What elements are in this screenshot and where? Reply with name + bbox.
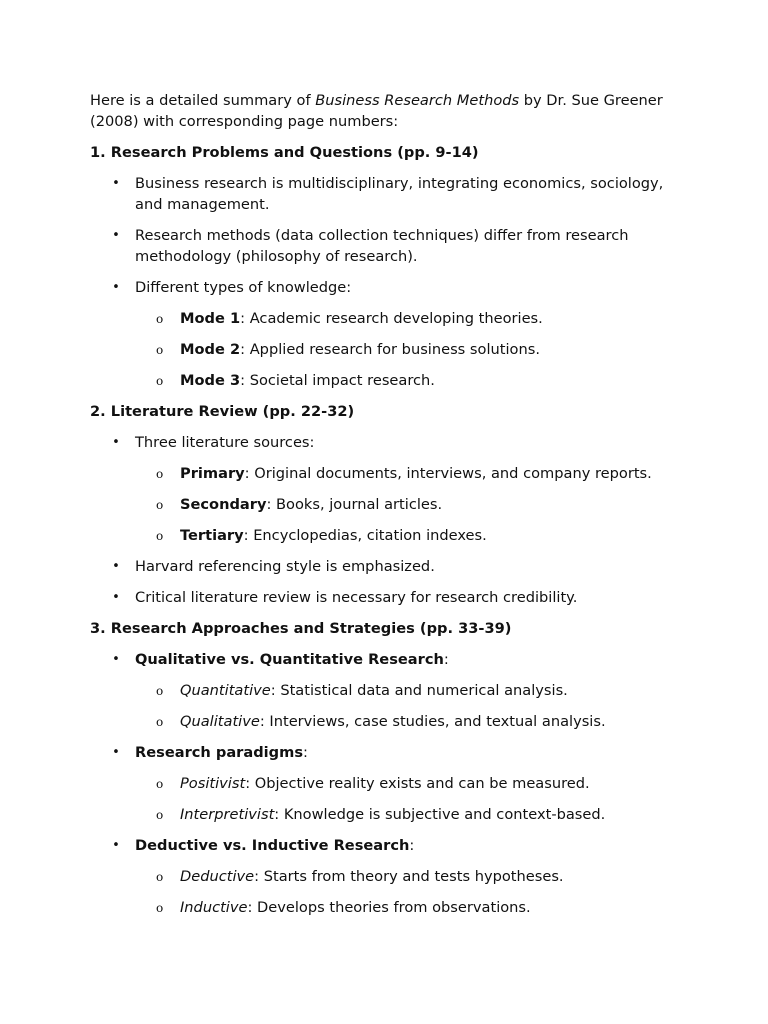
item-text: Critical literature review is necessary for research credibility. [135, 589, 578, 606]
item-bold-text: Qualitative vs. Quantitative Research [135, 651, 444, 668]
sub-bullet-icon: o [156, 374, 164, 388]
item-text: : [409, 837, 415, 854]
bullet-icon: • [112, 280, 120, 295]
sub-bullet-icon: o [156, 715, 164, 729]
item-text: Harvard referencing style is emphasized. [135, 558, 435, 575]
sub-item-term: Mode 3 [180, 372, 241, 389]
sub-list-item [135, 525, 690, 546]
bullet-icon: • [112, 838, 120, 853]
bullet-icon: • [112, 228, 120, 243]
sub-item-text: : Knowledge is subjective and context-based. [274, 806, 606, 823]
sub-list [135, 773, 690, 825]
sub-item-term: Deductive [180, 868, 255, 885]
sub-list-item [135, 773, 690, 794]
sub-list [135, 463, 690, 546]
sub-list-item [135, 494, 690, 515]
item-text: Different types of knowledge: [135, 279, 352, 296]
sub-item-term: Tertiary [180, 527, 244, 544]
section-1-list [90, 173, 690, 391]
item-bold-text: Research paradigms [135, 744, 304, 761]
sub-item-text: : Develops theories from observations. [247, 899, 531, 916]
sub-list-item [135, 339, 690, 360]
sub-bullet-icon: o [156, 343, 164, 357]
sub-list-item [135, 680, 690, 701]
sub-bullet-icon: o [156, 312, 164, 326]
sub-item-term: Mode 2 [180, 341, 241, 358]
sub-item-text: : Encyclopedias, citation indexes. [243, 527, 487, 544]
sub-bullet-icon: o [156, 684, 164, 698]
sub-list [135, 308, 690, 391]
section-heading-2: 2. Literature Review (pp. 22-32) [90, 403, 355, 420]
sub-item-text: : Original documents, interviews, and company reports. [244, 465, 652, 482]
book-title: Business Research Methods [315, 92, 520, 109]
item-text: Business research is multidisciplinary, integrating economics, sociology, and management. [135, 175, 664, 213]
sub-item-text: : Societal impact research. [240, 372, 435, 389]
item-text: Research methods (data collection techniques) differ from research methodology (philosophy of research). [135, 227, 629, 265]
sub-list-item [135, 866, 690, 887]
bullet-icon: • [112, 590, 120, 605]
intro-paragraph [90, 90, 690, 132]
list-item [90, 173, 690, 215]
bullet-icon: • [112, 176, 120, 191]
sub-list-item [135, 370, 690, 391]
sub-bullet-icon: o [156, 808, 164, 822]
sub-bullet-icon: o [156, 901, 164, 915]
item-text: : [303, 744, 308, 761]
sub-item-text: : Academic research developing theories. [240, 310, 543, 327]
item-bold-text: Deductive vs. Inductive Research [135, 837, 410, 854]
sub-item-term: Qualitative [180, 713, 260, 730]
list-item [90, 432, 690, 546]
item-text: Three literature sources: [135, 434, 315, 451]
list-item [90, 742, 690, 825]
sub-bullet-icon: o [156, 467, 164, 481]
sub-bullet-icon: o [156, 529, 164, 543]
list-item [90, 277, 690, 391]
list-item [90, 649, 690, 732]
section-heading-3: 3. Research Approaches and Strategies (pp. 33-39) [90, 620, 512, 637]
list-item [90, 225, 690, 267]
list-item [90, 835, 690, 918]
sub-list-item [135, 804, 690, 825]
sub-list-item [135, 897, 690, 918]
sub-item-term: Primary [180, 465, 245, 482]
sub-list [135, 680, 690, 732]
sub-item-text: : Starts from theory and tests hypotheses. [254, 868, 564, 885]
section-3-list [90, 649, 690, 918]
sub-item-term: Interpretivist [180, 806, 275, 823]
sub-item-text: : Applied research for business solutions. [240, 341, 540, 358]
list-item [90, 556, 690, 577]
document-body [90, 90, 690, 928]
sub-list [135, 866, 690, 918]
intro-prefix: Here is a detailed summary of [90, 92, 316, 109]
list-item [90, 587, 690, 608]
sub-item-term: Secondary [180, 496, 267, 513]
sub-bullet-icon: o [156, 498, 164, 512]
section-heading-1: 1. Research Problems and Questions (pp. 9-14) [90, 144, 479, 161]
intro-suffix: by Dr. Sue Greener (2008) with corresponding page numbers: [90, 92, 663, 130]
sub-item-term: Positivist [180, 775, 246, 792]
sub-item-text: : Objective reality exists and can be measured. [245, 775, 590, 792]
bullet-icon: • [112, 559, 120, 574]
bullet-icon: • [112, 435, 120, 450]
sub-list-item [135, 308, 690, 329]
sub-item-text: : Statistical data and numerical analysis. [270, 682, 568, 699]
sub-item-term: Mode 1 [180, 310, 241, 327]
sub-item-term: Quantitative [180, 682, 271, 699]
sub-item-term: Inductive [180, 899, 248, 916]
sub-bullet-icon: o [156, 777, 164, 791]
sub-item-text: : Interviews, case studies, and textual analysis. [259, 713, 606, 730]
sub-item-text: : Books, journal articles. [266, 496, 443, 513]
sub-bullet-icon: o [156, 870, 164, 884]
item-text: : [443, 651, 449, 668]
sub-list-item [135, 711, 690, 732]
bullet-icon: • [112, 652, 120, 667]
sub-list-item [135, 463, 690, 484]
section-2-list [90, 432, 690, 608]
bullet-icon: • [112, 745, 120, 760]
